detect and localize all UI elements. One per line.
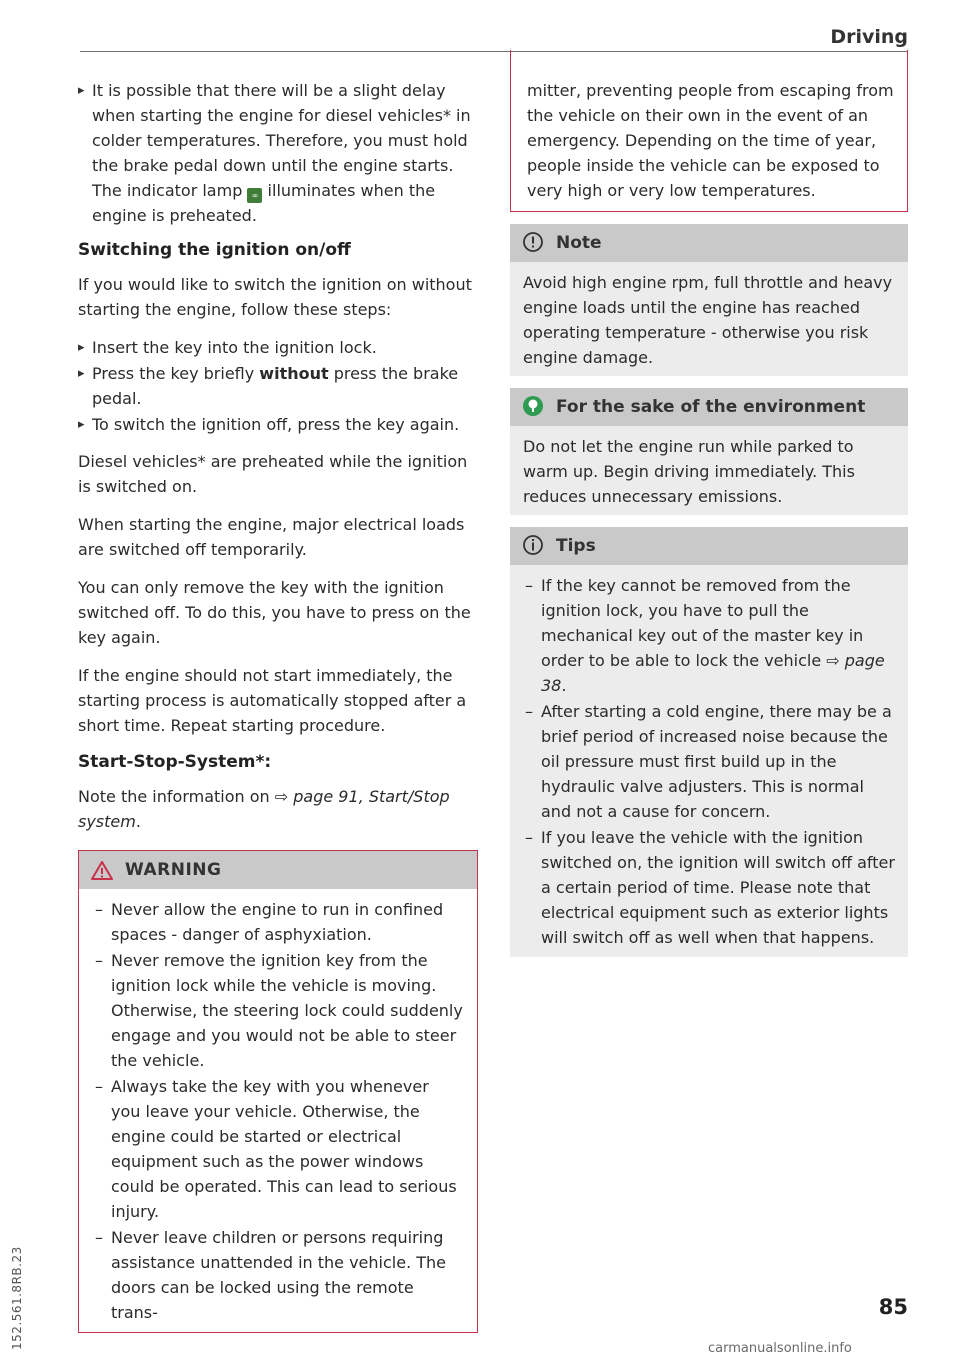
start-stop-note-paragraph bbox=[78, 784, 478, 834]
note-info-end: . bbox=[135, 812, 141, 831]
note-title: Note bbox=[556, 233, 602, 253]
step-text: press the brake pedal. bbox=[92, 364, 459, 408]
environment-body bbox=[510, 426, 908, 515]
not-start-paragraph: If the engine should not start immediately, the starting process is automatically stopped after a short time. Repeat starting procedure. bbox=[78, 666, 467, 735]
note-text: Avoid high engine rpm, full throttle and heavy engine loads until the engine has reached operating temperature - otherwise you risk engine damage. bbox=[523, 273, 893, 367]
page-91-link[interactable]: ⇨ page 91, Start/Stop system bbox=[78, 787, 450, 831]
tips-item: – After starting a cold engine, there may be a brief period of increased noise because the oil pressure must first build up in the hydraulic valve adjusters. This is normal and not a cause for concern. bbox=[523, 699, 895, 824]
tips-item bbox=[523, 573, 895, 698]
page-38-link[interactable]: ⇨ page 38 bbox=[541, 651, 885, 695]
bullet-diesel-text-1: It is possible that there will be a slight delay when starting the engine for diesel vehicles* in colder temperatures. Therefore, you must hold the brake pedal down until the engine starts. The indicator lamp bbox=[92, 81, 471, 200]
environment-box bbox=[510, 388, 908, 515]
tips-box bbox=[510, 527, 908, 957]
tips-title: Tips bbox=[556, 536, 596, 556]
warning-triangle-icon bbox=[91, 860, 113, 880]
note-box bbox=[510, 224, 908, 376]
step-item: ▸ To switch the ignition off, press the key again. bbox=[78, 412, 478, 437]
left-column bbox=[78, 78, 478, 1333]
tips-item-text: If the key cannot be removed from the ignition lock, you have to pull the mechanical key out of the master key in order to be able to lock the vehicle bbox=[541, 576, 864, 670]
step-item bbox=[78, 361, 478, 411]
right-column bbox=[510, 78, 908, 957]
page-number: 85 bbox=[878, 1295, 908, 1319]
tips-item: – If you leave the vehicle with the ignition switched on, the ignition will switch off after a certain period of time. Please note that electrical equipment such as exterior lights will switch off as well when that happens. bbox=[523, 825, 895, 950]
warning-item: – Never leave children or persons requiring assistance unattended in the vehicle. The doors can be locked using the remote trans- bbox=[93, 1225, 463, 1325]
warning-continued-box bbox=[510, 50, 908, 212]
step-bold: without bbox=[259, 364, 329, 383]
tips-header bbox=[510, 527, 908, 565]
bullet-diesel-delay bbox=[78, 78, 478, 228]
environment-text: Do not let the engine run while parked to warm up. Begin driving immediately. This reduces unnecessary emissions. bbox=[523, 437, 855, 506]
environment-header bbox=[510, 388, 908, 426]
warning-body bbox=[79, 889, 477, 1332]
tips-info-icon bbox=[522, 534, 544, 556]
preheat-lamp-icon: ∞ bbox=[247, 188, 262, 203]
tips-body bbox=[510, 565, 908, 957]
electrical-loads-paragraph: When starting the engine, major electrical loads are switched off temporarily. bbox=[78, 515, 465, 559]
section-title: Driving bbox=[830, 26, 908, 48]
warning-item: – Always take the key with you whenever you leave your vehicle. Otherwise, the engine could be started or electrical equipment such as the power windows could be operated. This can lead to serious injury. bbox=[93, 1074, 463, 1224]
tips-item-end: . bbox=[561, 676, 567, 695]
warning-box bbox=[78, 850, 478, 1333]
warning-header bbox=[79, 851, 477, 889]
step-item: ▸ Insert the key into the ignition lock. bbox=[78, 335, 478, 360]
note-body bbox=[510, 262, 908, 376]
diesel-preheat-paragraph: Diesel vehicles* are preheated while the ignition is switched on. bbox=[78, 452, 468, 496]
warning-item: – Never remove the ignition key from the ignition lock while the vehicle is moving. Otherwise, the steering lock could suddenly engage and you would not be able to steer the vehicle. bbox=[93, 948, 463, 1073]
note-exclamation-icon bbox=[522, 231, 544, 253]
step-text: Press the key briefly bbox=[92, 364, 260, 383]
heading-switching-ignition: Switching the ignition on/off bbox=[78, 240, 351, 260]
bullet-diesel-text-2: illuminates when the engine is preheated. bbox=[92, 181, 436, 225]
warning-item: – Never allow the engine to run in confined spaces - danger of asphyxiation. bbox=[93, 897, 463, 947]
side-document-code: 152.561.8RB.23 bbox=[10, 1246, 24, 1350]
warning-continued-text: mitter, preventing people from escaping from the vehicle on their own in the event of an emergency. Depending on the time of year, people inside the vehicle can be exposed to very high or very low temperatures. bbox=[527, 81, 894, 200]
environment-tree-icon bbox=[522, 395, 544, 417]
remove-key-paragraph: You can only remove the key with the ignition switched off. To do this, you have to press on the key again. bbox=[78, 578, 471, 647]
note-info-text: Note the information on bbox=[78, 787, 275, 806]
heading-start-stop: Start-Stop-System*: bbox=[78, 752, 272, 772]
environment-title: For the sake of the environment bbox=[556, 397, 866, 417]
switch-intro-paragraph: If you would like to switch the ignition on without starting the engine, follow these steps: bbox=[78, 275, 472, 319]
warning-title: WARNING bbox=[125, 860, 222, 880]
note-header bbox=[510, 224, 908, 262]
watermark: carmanualsonline.info bbox=[708, 1341, 852, 1356]
